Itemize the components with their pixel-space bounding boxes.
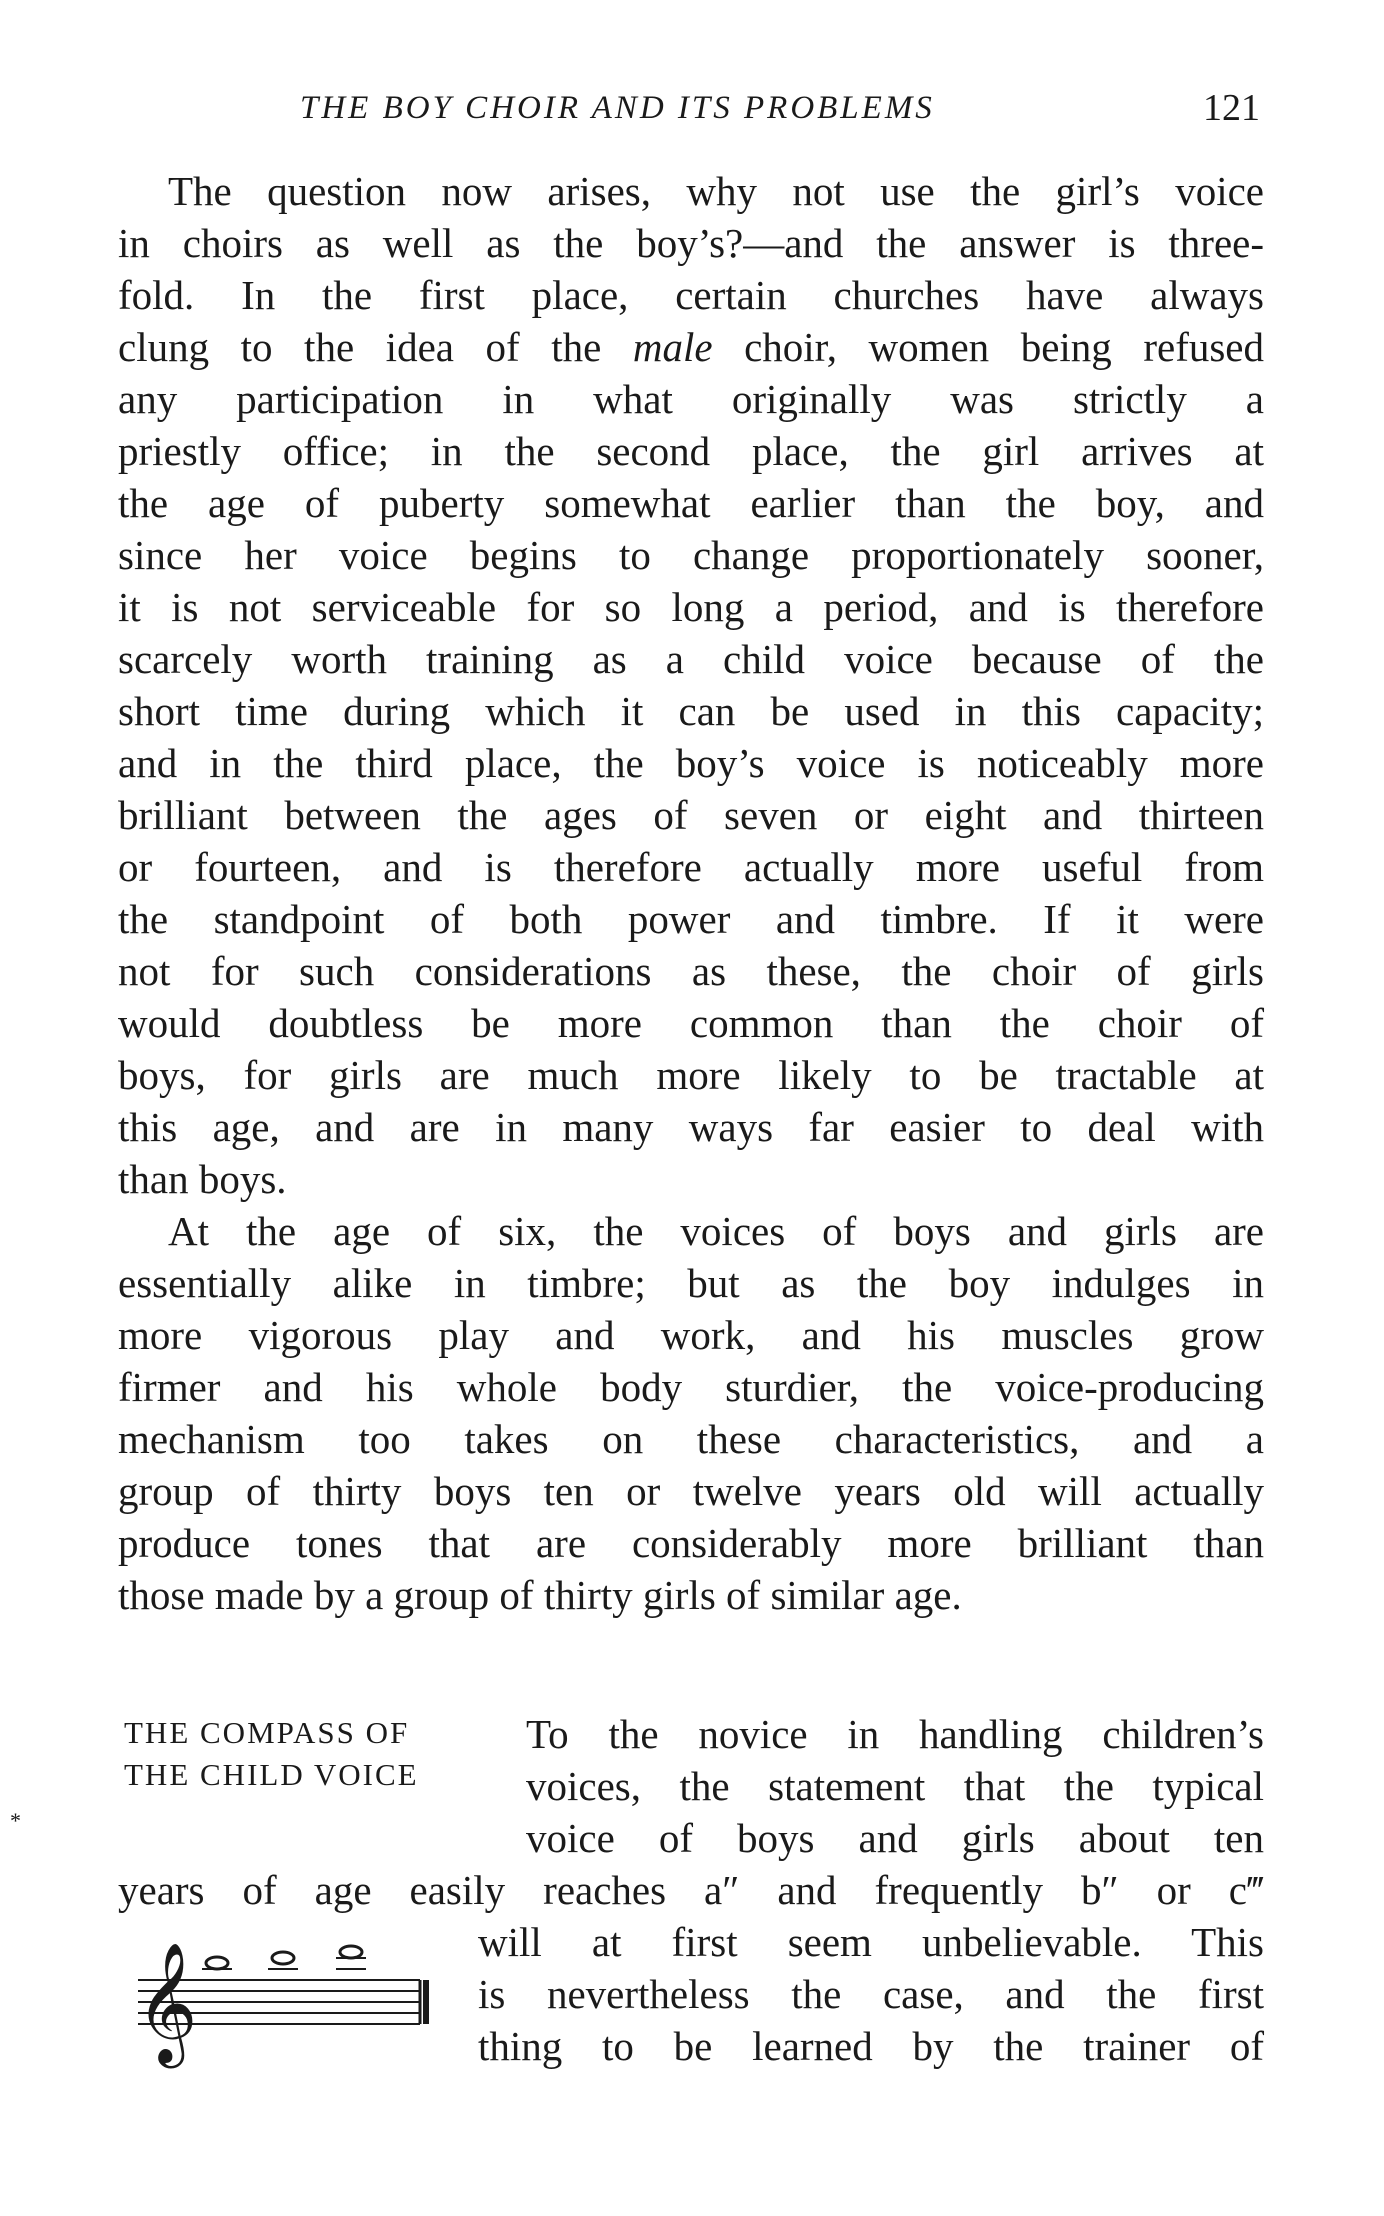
text-line: the age of puberty somewhat earlier than the boy, and <box>118 480 1264 526</box>
text-line: fold. In the first place, certain churches have always <box>118 272 1264 318</box>
text-line: short time during which it can be used in this capacity; <box>118 688 1264 734</box>
text-line: those made by a group of thirty girls of similar age. <box>118 1572 962 1618</box>
text-line: would doubtless be more common than the choir of <box>118 1000 1264 1046</box>
text-line: produce tones that are considerably more brilliant than <box>118 1520 1264 1566</box>
text-line: the standpoint of both power and timbre. If it were <box>118 896 1264 942</box>
text-line: priestly office; in the second place, the girl arrives at <box>118 428 1264 474</box>
text-line: will at first seem unbelievable. This <box>478 1919 1264 1965</box>
text-line: mechanism too takes on these characteristics, and a <box>118 1416 1264 1462</box>
text-line: boys, for girls are much more likely to be tractable at <box>118 1052 1264 1098</box>
note-c <box>336 1946 366 1969</box>
paragraph-1 <box>118 165 1264 1205</box>
italic-word: male <box>632 324 713 370</box>
text-line: not for such considerations as these, the choir of girls <box>118 948 1264 994</box>
text-line: To the novice in handling children’s <box>526 1711 1264 1757</box>
text-line: voices, the statement that the typical <box>526 1763 1264 1809</box>
text-line: essentially alike in timbre; but as the boy indulges in <box>118 1260 1264 1306</box>
text-line: The question now arises, why not use the girl’s voice <box>168 168 1264 214</box>
text-line: scarcely worth training as a child voice because of the <box>118 636 1264 682</box>
sidenote-line: THE COMPASS OF <box>124 1715 410 1750</box>
text-line: in choirs as well as the boy’s?—and the answer is three- <box>118 220 1264 266</box>
text-line: this age, and are in many ways far easier to deal with <box>118 1104 1264 1150</box>
text-line: At the age of six, the voices of boys and girls are <box>168 1208 1264 1254</box>
text-line: thing to be learned by the trainer of <box>478 2023 1264 2069</box>
note-a <box>202 1957 232 1969</box>
text-line: brilliant between the ages of seven or eight and thirteen <box>118 792 1264 838</box>
text-line: than boys. <box>118 1156 287 1202</box>
page-number: 121 <box>1203 87 1260 129</box>
text-line: more vigorous play and work, and his muscles grow <box>118 1312 1264 1358</box>
sidenote-line: THE CHILD VOICE <box>124 1757 419 1792</box>
text-line: is nevertheless the case, and the first <box>478 1971 1264 2017</box>
text-line: group of thirty boys ten or twelve years old will actually <box>118 1468 1264 1514</box>
note-b <box>268 1952 298 1969</box>
text-fragment: clung to the idea of the <box>118 324 602 370</box>
text-line: any participation in what originally was strictly a <box>118 376 1264 422</box>
text-line: voice of boys and girls about ten <box>526 1815 1264 1861</box>
text-line: or fourteen, and is therefore actually more useful from <box>118 844 1264 890</box>
running-head <box>120 82 1260 142</box>
text-line <box>118 321 1264 373</box>
treble-clef-icon: 𝄞 <box>136 1941 198 2063</box>
paragraph-2 <box>118 1205 1264 1621</box>
running-title: THE BOY CHOIR AND ITS PROBLEMS <box>300 90 935 126</box>
margin-mark: * <box>10 1808 21 1833</box>
text-line: years of age easily reaches a″ and frequently b″ or c‴ <box>118 1867 1264 1913</box>
text-line: it is not serviceable for so long a period, and is therefore <box>118 584 1264 630</box>
text-line: since her voice begins to change proportionately sooner, <box>118 532 1264 578</box>
text-line: and in the third place, the boy’s voice is noticeably more <box>118 740 1264 786</box>
body-text <box>118 165 1264 1621</box>
text-fragment: choir, women being refused <box>744 324 1265 370</box>
text-line: firmer and his whole body sturdier, the voice-producing <box>118 1364 1264 1410</box>
music-example <box>128 1938 448 2108</box>
